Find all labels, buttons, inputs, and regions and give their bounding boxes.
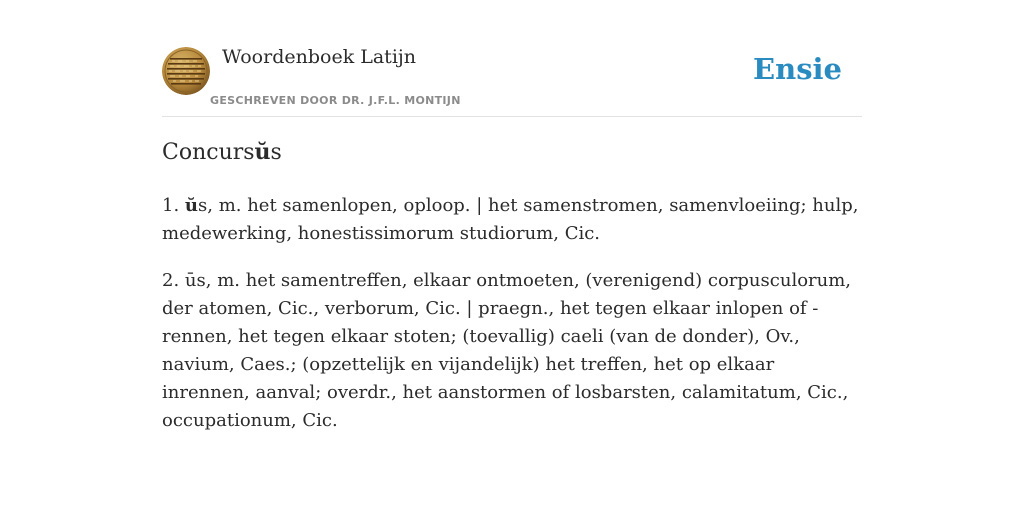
definition-number: 2. xyxy=(162,270,180,291)
headword-end: s xyxy=(270,140,282,165)
definition-text: ūs, m. het samentreffen, elkaar ontmoeten, (verenigend) corpusculorum, der atomen, Cic., verborum, Cic. | praegn., het tegen elkaar inlopen of -rennen, het tegen elkaar stoten; (toevallig) caeli (van de donder), Ov., navium, Caes.; (opzettelijk en vijandelijk) het treffen, het op elkaar inrennen, aanval; overdr., het aanstormen of losbarsten, calamitatum, Cic., occupationum, Cic. xyxy=(162,270,852,431)
author-byline: GESCHREVEN DOOR DR. J.F.L. MONTIJN xyxy=(210,94,461,107)
definition-1 xyxy=(162,192,862,248)
definition-form: ŭ xyxy=(184,195,199,216)
definition-number: 1. xyxy=(162,195,180,216)
ensie-logo-link[interactable]: Ensie xyxy=(753,52,842,86)
headword-stem: Concurs xyxy=(162,140,255,165)
entry-headword xyxy=(162,139,282,165)
dictionary-title[interactable]: Woordenboek Latijn xyxy=(222,46,417,68)
definition-text: s, m. het samenlopen, oploop. | het samenstromen, samenvloeiing; hulp, medewerking, honestissimorum studiorum, Cic. xyxy=(162,195,859,244)
site-header xyxy=(162,0,862,117)
headword-accent: ŭ xyxy=(254,139,271,165)
page xyxy=(162,0,862,512)
definition-2 xyxy=(162,267,862,435)
latin-inscription-coin-icon[interactable] xyxy=(162,47,210,95)
